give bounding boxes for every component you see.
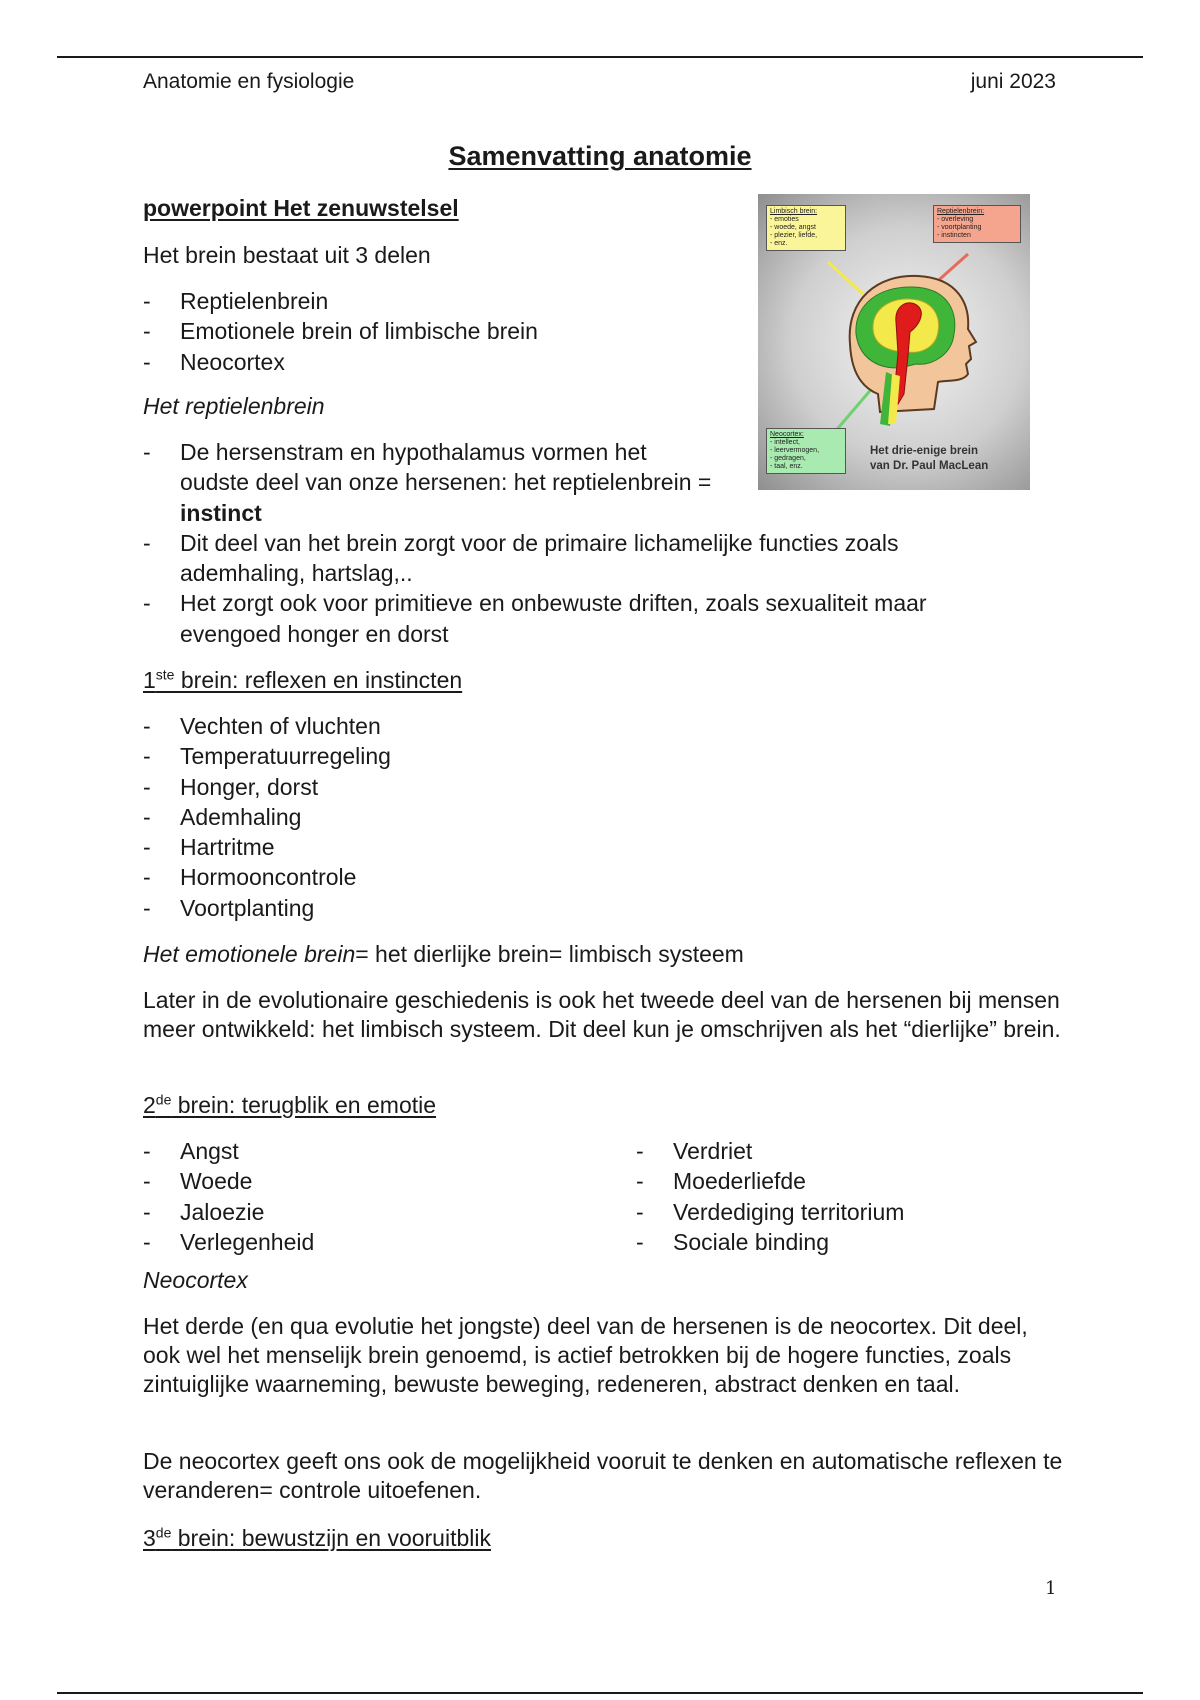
neocortex-paragraph-2: De neocortex geeft ons ook de mogelijkheid vooruit te denken en automatische reflexen te veranderen= controle uitoefenen.	[143, 1448, 1063, 1503]
brain1-heading	[143, 665, 462, 695]
list-item: - Vechten of vluchten	[143, 711, 391, 741]
reptile-item: - overleving	[937, 216, 974, 223]
limbic-item: - woede, angst	[770, 224, 816, 231]
list-item: - Temperatuurregeling	[143, 741, 391, 771]
brain2-list-left	[143, 1136, 314, 1257]
emotional-heading-rest: = het dierlijke brein= limbisch systeem	[355, 941, 744, 967]
neocortex-paragraph-1: Het derde (en qua evolutie het jongste) deel van de hersenen is de neocortex. Dit deel, ook wel het menselijk brein genoemd, is actief betrokken bij de hogere functies, zoals zintuiglijke waarneming, bewuste beweging, redeneren, abstract denken en taal.	[143, 1313, 1028, 1397]
list-item: - Verdriet	[636, 1136, 904, 1166]
list-item	[143, 528, 927, 589]
limbic-item: - enz.	[770, 240, 788, 247]
list-item: - Woede	[143, 1166, 314, 1196]
reptile-b1-l1: De hersenstram en hypothalamus vormen het	[180, 439, 647, 465]
list-item: - Angst	[143, 1136, 314, 1166]
list-item: - Hormooncontrole	[143, 862, 391, 892]
emotional-heading	[143, 939, 744, 969]
header-course: Anatomie en fysiologie	[143, 70, 355, 93]
reptile-b2-l2: ademhaling, hartslag,..	[180, 560, 413, 587]
reptile-heading: Het reptielenbrein	[143, 393, 325, 419]
brain3-sup: de	[155, 1524, 172, 1541]
neocortex-callout	[766, 428, 846, 474]
brain3-heading	[143, 1523, 491, 1553]
footer-rule	[57, 1692, 1143, 1694]
reptile-b3-l2: evengoed honger en dorst	[180, 620, 449, 647]
brain2-label: brein: terugblik en emotie	[171, 1092, 437, 1118]
page-number: 1	[1045, 1578, 1057, 1599]
list-item: - Emotionele brein of limbische brein	[143, 316, 538, 346]
neo-item: - taal, enz.	[770, 463, 803, 470]
list-item: - Hartritme	[143, 832, 391, 862]
header-date: juni 2023	[970, 70, 1056, 93]
limbic-callout-title: Limbisch brein:	[770, 208, 818, 215]
figure-caption	[870, 444, 1020, 474]
list-item: - Reptielenbrein	[143, 286, 538, 316]
brain3-num: 3	[143, 1525, 156, 1551]
emotional-paragraph: Later in de evolutionaire geschiedenis is ook het tweede deel van de hersenen bij mensen meer ontwikkeld: het limbisch systeem. Dit deel kun je omschrijven als het “dierlijke” brein.	[143, 987, 1061, 1042]
brain1-num: 1	[143, 667, 156, 693]
page-title: Samenvatting anatomie	[448, 141, 752, 171]
list-item: - Voortplanting	[143, 893, 391, 923]
list-item: - Moederliefde	[636, 1166, 904, 1196]
intro-text: Het brein bestaat uit 3 delen	[143, 242, 431, 268]
reptile-b3-l1: Het zorgt ook voor primitieve en onbewuste driften, zoals sexualiteit maar	[180, 590, 927, 617]
brain1-label: brein: reflexen en instincten	[174, 667, 463, 693]
caption-line-2: van Dr. Paul MacLean	[870, 460, 989, 472]
reptile-b2-l1: Dit deel van het brein zorgt voor de primaire lichamelijke functies zoals	[180, 529, 899, 556]
brain1-sup: ste	[155, 666, 175, 683]
section-heading: powerpoint Het zenuwstelsel	[143, 195, 459, 221]
neocortex-callout-title: Neocortex:	[770, 431, 804, 438]
list-item: - Verdediging territorium	[636, 1197, 904, 1227]
brain2-sup: de	[155, 1091, 172, 1108]
reptile-item: - instincten	[937, 232, 971, 239]
limbic-item: - plezier, liefde,	[770, 232, 818, 239]
neo-item: - leervermogen,	[770, 447, 820, 454]
list-item: - Verlegenheid	[143, 1227, 314, 1257]
limbic-callout	[766, 205, 846, 251]
brain1-list	[143, 711, 391, 923]
list-item: - Honger, dorst	[143, 772, 391, 802]
triune-brain-figure	[758, 194, 1030, 490]
header-rule	[57, 56, 1143, 58]
caption-line-1: Het drie-enige brein	[870, 445, 978, 457]
neo-item: - gedragen,	[770, 455, 806, 462]
list-item	[143, 588, 927, 649]
list-item: - Neocortex	[143, 347, 538, 377]
brain3-label: brein: bewustzijn en vooruitblik	[171, 1525, 491, 1551]
reptile-b1-l2: oudste deel van onze hersenen: het reptielenbrein =	[180, 469, 712, 496]
brain2-list-right	[636, 1136, 904, 1257]
reptile-callout-title: Reptielenbrein:	[937, 208, 985, 215]
neocortex-heading: Neocortex	[143, 1267, 248, 1293]
reptile-callout	[933, 205, 1021, 243]
emotional-heading-italic: Het emotionele brein	[143, 941, 356, 967]
parts-list	[143, 286, 538, 377]
list-item: - Ademhaling	[143, 802, 391, 832]
list-item: - Sociale binding	[636, 1227, 904, 1257]
reptile-item: - voortplanting	[937, 224, 982, 231]
limbic-item: - emoties	[770, 216, 799, 223]
brain2-num: 2	[143, 1092, 156, 1118]
brain2-heading	[143, 1090, 436, 1120]
list-item: - Jaloezie	[143, 1197, 314, 1227]
reptile-b1-l3: instinct	[180, 499, 262, 526]
neo-item: - intellect,	[770, 439, 800, 446]
